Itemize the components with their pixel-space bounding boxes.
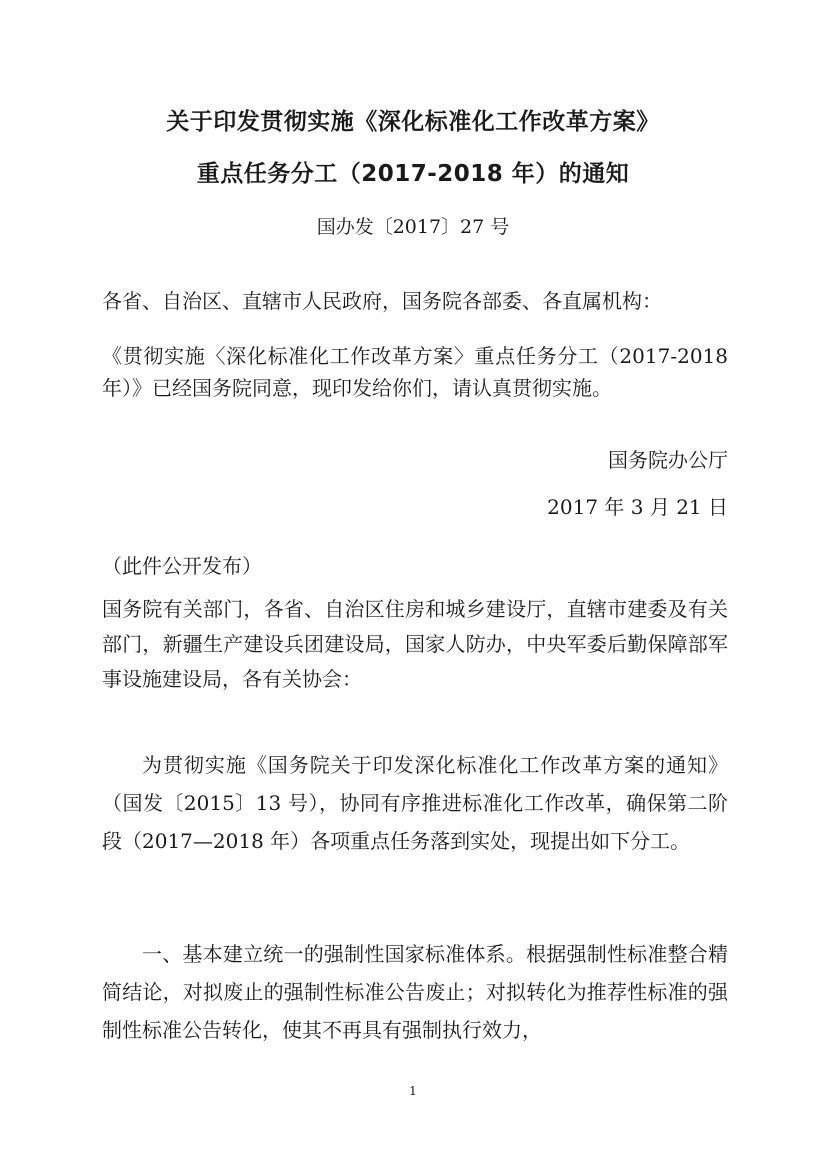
document-title-line-1: 关于印发贯彻实施《深化标准化工作改革方案》 xyxy=(166,109,660,135)
notice-body: 《贯彻实施〈深化标准化工作改革方案〉重点任务分工（2017-2018年）》已经国务院同意，现印发给你们，请认真贯彻实施。 xyxy=(102,344,728,400)
document-title-line-2: 重点任务分工（2017-2018 年）的通知 xyxy=(196,161,630,187)
section-1-paragraph: 一、基本建立统一的强制性国家标准体系。根据强制性标准整合精简结论，对拟废止的强制性标准公告废止；对拟转化为推荐性标准的强制性标准公告转化，使其不再具有强制执行效力， xyxy=(102,942,728,1042)
salutation: 各省、自治区、直辖市人民政府，国务院各部委、各直属机构： xyxy=(102,289,662,313)
recipients-paragraph: 国务院有关部门，各省、自治区住房和城乡建设厅，直辖市建委及有关部门，新疆生产建设兵团建设局，国家人防办，中央军委后勤保障部军事设施建设局，各有关协会： xyxy=(102,597,728,691)
issue-date: 2017 年 3 月 21 日 xyxy=(547,495,728,519)
page-number: 1 xyxy=(409,1084,417,1098)
public-release-note: （此件公开发布） xyxy=(102,554,262,578)
issuer-name: 国务院办公厅 xyxy=(608,448,728,472)
intro-paragraph: 为贯彻实施《国务院关于印发深化标准化工作改革方案的通知》（国发〔2015〕13 号），协同有序推进标准化工作改革，确保第二阶段（2017—2018 年）各项重点任务落到实处，现提出如下分工。 xyxy=(102,753,728,853)
document-number: 国办发〔2017〕27 号 xyxy=(316,216,510,238)
